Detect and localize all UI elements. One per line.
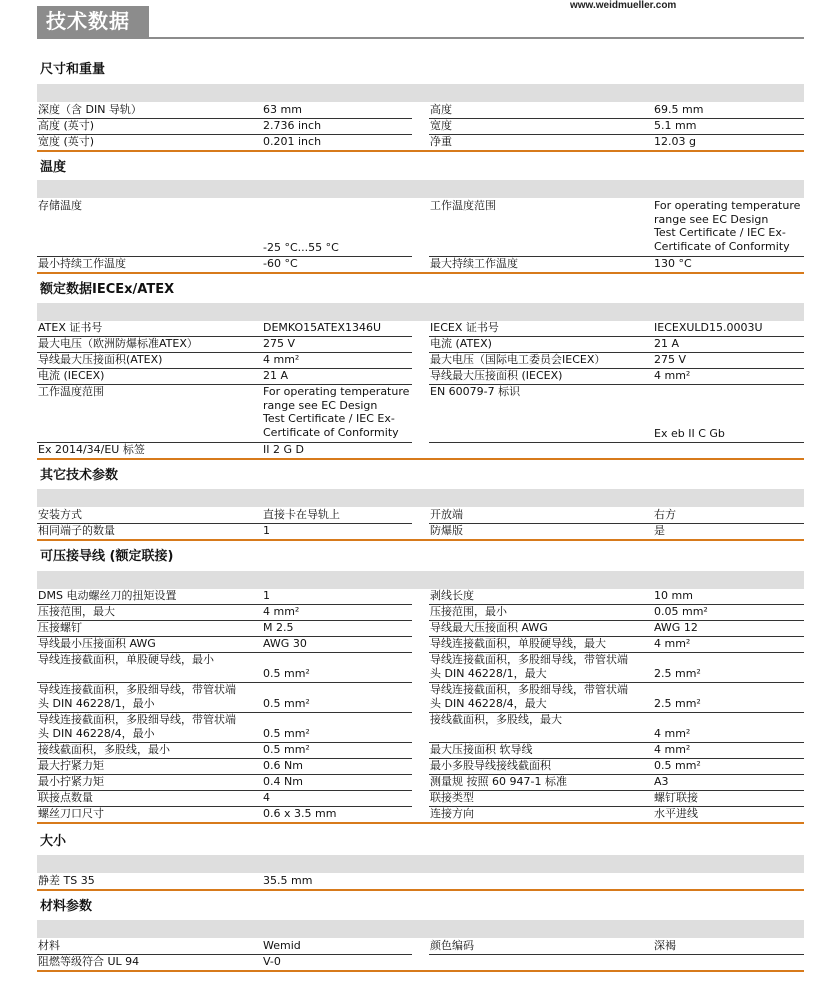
- spec-value: Ex eb II C Gb: [654, 427, 725, 440]
- section-bottom-rule: [37, 970, 804, 972]
- spec-value: IECEXULD15.0003U: [654, 321, 763, 334]
- spec-value: 0.5 mm²: [263, 743, 310, 756]
- spec-label: 导线连接截面积，单股硬导线，最小: [38, 653, 214, 666]
- spec-value: 0.5 mm²: [263, 667, 310, 680]
- spec-label: 最小拧紧力矩: [38, 775, 104, 788]
- spec-label: 接线截面积，多股线，最大: [430, 713, 562, 726]
- spec-value: -60 °C: [263, 257, 298, 270]
- spec-value: 0.6 x 3.5 mm: [263, 807, 337, 820]
- spec-value: 63 mm: [263, 103, 302, 116]
- spec-label: 连接方向: [430, 807, 474, 820]
- spec-label: 静差 TS 35: [38, 874, 95, 887]
- spec-label: 宽度 (英寸): [38, 135, 95, 148]
- spec-value: 12.03 g: [654, 135, 696, 148]
- spec-value: For operating temperature range see EC Design Test Certificate / IEC Ex- Certificate of Conformity: [263, 385, 410, 439]
- spec-label: 联接点数量: [38, 791, 93, 804]
- spec-label: 电流 (ATEX): [430, 337, 492, 350]
- spec-label: 剥线长度: [430, 589, 474, 602]
- spec-label: 工作温度范围: [38, 385, 104, 398]
- spec-label: ATEX 证书号: [38, 321, 103, 334]
- spec-label: 高度: [430, 103, 452, 116]
- spec-value: DEMKO15ATEX1346U: [263, 321, 382, 334]
- row-divider: [429, 523, 804, 524]
- spec-label: 联接类型: [430, 791, 474, 804]
- spec-value: II 2 G D: [263, 443, 304, 456]
- spec-label: 导线连接截面积，多股细导线，带管状端 头 DIN 46228/4，最大: [430, 683, 628, 710]
- page-title: 技术数据: [46, 9, 130, 33]
- spec-value: 4 mm²: [654, 743, 691, 756]
- spec-value: 水平进线: [654, 807, 698, 820]
- spec-value: 0.6 Nm: [263, 759, 303, 772]
- spec-label: 工作温度范围: [430, 199, 496, 212]
- section-header-band: [37, 489, 804, 507]
- section-bottom-rule: [37, 272, 804, 274]
- spec-label: DMS 电动螺丝刀的扭矩设置: [38, 589, 177, 602]
- spec-label: 阻燃等级符合 UL 94: [38, 955, 140, 968]
- spec-label: 高度 (英寸): [38, 119, 95, 132]
- spec-label: 压接范围，最大: [38, 605, 115, 618]
- spec-label: 电流 (IECEX): [38, 369, 105, 382]
- spec-value: 5.1 mm: [654, 119, 697, 132]
- spec-label: 导线连接截面积，单股硬导线，最大: [430, 637, 606, 650]
- header-divider: [37, 37, 804, 39]
- spec-label: 宽度: [430, 119, 452, 132]
- spec-value: 4: [263, 791, 270, 804]
- spec-value: 2.5 mm²: [654, 667, 701, 680]
- spec-value: 275 V: [654, 353, 687, 366]
- spec-value: 是: [654, 524, 665, 537]
- section-header-band: [37, 855, 804, 873]
- spec-label: 导线最大压接面积 AWG: [430, 621, 548, 634]
- spec-label: 最小多股导线接线截面积: [430, 759, 551, 772]
- section-header-band: [37, 920, 804, 938]
- spec-label: 导线连接截面积，多股细导线，带管状端 头 DIN 46228/4，最小: [38, 713, 236, 740]
- section-bottom-rule: [37, 822, 804, 824]
- section-header-band: [37, 180, 804, 198]
- spec-label: 测量规 按照 60 947-1 标准: [430, 775, 567, 788]
- spec-label: 材料: [38, 939, 60, 952]
- spec-value: 1: [263, 589, 270, 602]
- spec-label: 导线连接截面积，多股细导线，带管状端 头 DIN 46228/1，最小: [38, 683, 236, 710]
- spec-value: 21 A: [654, 337, 680, 350]
- spec-label: 导线连接截面积，多股细导线，带管状端 头 DIN 46228/1，最大: [430, 653, 628, 680]
- spec-value: 1: [263, 524, 270, 537]
- spec-value: AWG 30: [263, 637, 307, 650]
- spec-label: 最大电压（欧洲防爆标准ATEX）: [38, 337, 198, 350]
- section-bottom-rule: [37, 539, 804, 541]
- spec-value: 2.736 inch: [263, 119, 322, 132]
- spec-label: 导线最大压接面积 (IECEX): [430, 369, 563, 382]
- section-title: 大小: [40, 834, 67, 849]
- spec-value: 21 A: [263, 369, 289, 382]
- spec-value: 右方: [654, 508, 676, 521]
- spec-value: 4 mm²: [263, 605, 300, 618]
- section-title: 额定数据IECEx/ATEX: [40, 282, 175, 297]
- section-bottom-rule: [37, 150, 804, 152]
- spec-value: 0.05 mm²: [654, 605, 708, 618]
- spec-value: 275 V: [263, 337, 296, 350]
- spec-value: 130 °C: [654, 257, 692, 270]
- spec-label: 开放端: [430, 508, 463, 521]
- spec-label: IECEX 证书号: [430, 321, 499, 334]
- spec-label: 最大拧紧力矩: [38, 759, 104, 772]
- spec-label: 最大压接面积 软导线: [430, 743, 533, 756]
- spec-value: 4 mm²: [263, 353, 300, 366]
- section-title: 材料参数: [40, 899, 93, 914]
- spec-label: 深度（含 DIN 导轨）: [38, 103, 142, 116]
- spec-value: -25 °C...55 °C: [263, 241, 339, 254]
- spec-label: 安装方式: [38, 508, 82, 521]
- spec-label: 净重: [430, 135, 452, 148]
- row-divider: [429, 790, 804, 791]
- spec-label: 压接螺钉: [38, 621, 82, 634]
- row-divider: [429, 806, 804, 807]
- section-title: 尺寸和重量: [40, 62, 106, 77]
- spec-value: 0.5 mm²: [263, 697, 310, 710]
- spec-value: A3: [654, 775, 669, 788]
- row-divider: [429, 954, 804, 955]
- row-divider: [429, 134, 804, 135]
- spec-value: 0.5 mm²: [654, 759, 701, 772]
- section-bottom-rule: [37, 458, 804, 460]
- spec-label: 最小持续工作温度: [38, 257, 126, 270]
- section-bottom-rule: [37, 889, 804, 891]
- row-divider: [429, 118, 804, 119]
- spec-label: 存储温度: [38, 199, 82, 212]
- spec-value: 4 mm²: [654, 369, 691, 382]
- spec-value: 4 mm²: [654, 637, 691, 650]
- spec-label: 接线截面积，多股线，最小: [38, 743, 170, 756]
- section-header-band: [37, 303, 804, 321]
- spec-label: 螺丝刀口尺寸: [38, 807, 104, 820]
- spec-value: 4 mm²: [654, 727, 691, 740]
- section-header-band: [37, 571, 804, 589]
- spec-value: For operating temperature range see EC Design Test Certificate / IEC Ex- Certificate of Conformity: [654, 199, 801, 253]
- row-divider: [37, 620, 412, 621]
- section-title: 温度: [40, 160, 67, 175]
- spec-value: 0.4 Nm: [263, 775, 303, 788]
- spec-label: EN 60079-7 标识: [430, 385, 521, 398]
- spec-label: 最大电压（国际电工委员会IECEX）: [430, 353, 606, 366]
- spec-label: 最大持续工作温度: [430, 257, 518, 270]
- website-url: www.weidmueller.com: [570, 0, 677, 11]
- spec-value: 10 mm: [654, 589, 693, 602]
- spec-value: 螺钉联接: [654, 791, 698, 804]
- spec-label: 防爆版: [430, 524, 463, 537]
- spec-label: 相同端子的数量: [38, 524, 115, 537]
- spec-label: Ex 2014/34/EU 标签: [38, 443, 145, 456]
- spec-value: M 2.5: [263, 621, 294, 634]
- spec-label: 导线最大压接面积(ATEX): [38, 353, 163, 366]
- spec-label: 导线最小压接面积 AWG: [38, 637, 156, 650]
- spec-label: 颜色编码: [430, 939, 474, 952]
- spec-value: 0.201 inch: [263, 135, 322, 148]
- spec-value: 直接卡在导轨上: [263, 508, 340, 521]
- row-divider: [429, 442, 804, 443]
- spec-value: 35.5 mm: [263, 874, 313, 887]
- row-divider: [37, 790, 412, 791]
- spec-label: 压接范围，最小: [430, 605, 507, 618]
- spec-value: Wemid: [263, 939, 301, 952]
- spec-value: 2.5 mm²: [654, 697, 701, 710]
- spec-value: V-0: [263, 955, 281, 968]
- section-title: 其它技术参数: [40, 468, 119, 483]
- spec-value: 69.5 mm: [654, 103, 704, 116]
- section-title: 可压接导线 (额定联接): [40, 549, 174, 564]
- spec-value: 0.5 mm²: [263, 727, 310, 740]
- section-header-band: [37, 84, 804, 102]
- spec-value: AWG 12: [654, 621, 698, 634]
- spec-value: 深褐: [654, 939, 676, 952]
